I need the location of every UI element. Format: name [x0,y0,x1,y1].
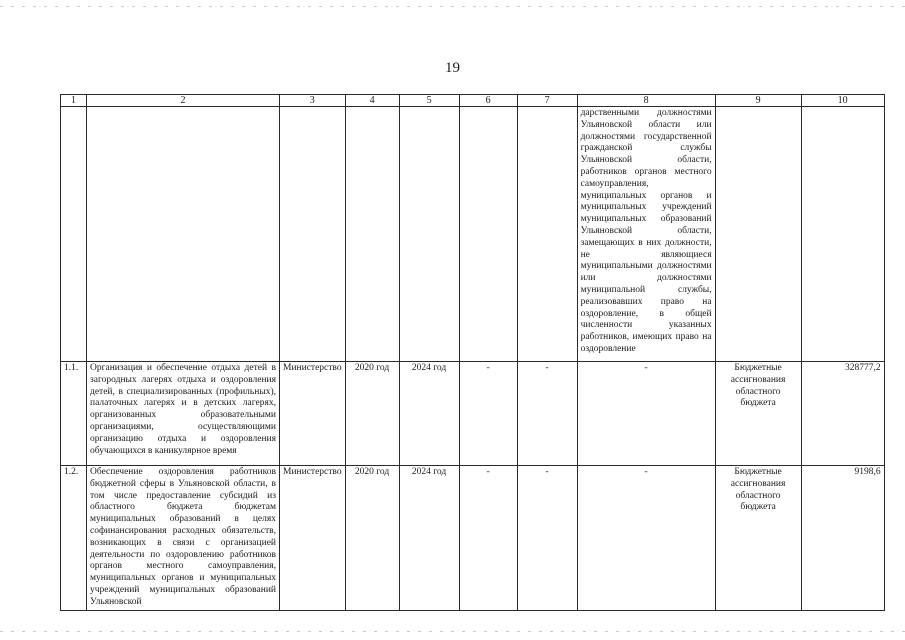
funding-source-cell: Бюджетные ассигнования областного бюджета [715,362,801,466]
column-number-row [61,95,885,107]
measure-name: Обеспечение оздоровления работников бюджетной сферы в Ульяновской области, в том числе предоставление субсидий из областного бюджета бюджетам муниципальных образований в целях софинансирования расходных обязательств, возникающих в связи с организацией деятельности по оздоровлению работников органов местного самоуправления, муниципальных органов и муниципальных учреждений муниципальных образований Ульяновской [87,466,280,611]
program-table [60,94,885,611]
executor-cell: Министерство [280,362,346,466]
column-number: 5 [399,95,459,107]
end-year-cell: 2024 год [399,466,459,611]
indicator-cell: дарственными должностями Ульяновской области или должностями государственной гражданской службы Ульяновской области, работников органов местного самоуправления, муниципальных органов и муниципальных учреждений муниципальных образований Ульяновской области, замещающих в них должности, не являющиеся муниципальными должностями или должностями муниципальной службы, реализовавших право на оздоровление, в общей численности указанных работников, имеющих право на оздоровление [577,107,715,362]
row-number: 1.2. [61,466,87,611]
executor-cell: Министерство [280,466,346,611]
table-row [61,362,885,466]
table-cell-empty [399,107,459,362]
col6-cell: - [459,466,517,611]
column-number: 7 [517,95,577,107]
indicator-cell: - [577,362,715,466]
start-year-cell: 2020 год [345,362,399,466]
table-cell-empty [459,107,517,362]
measure-name: Организация и обеспечение отдыха детей в загородных лагерях отдыха и оздоровления детей, в специализированных (профильных), палаточных лагерях и в детских лагерях, организованных образовательными организациями, осуществляющими организацию отдыха и оздоровления обучающихся в каникулярное время [87,362,280,466]
column-number: 10 [801,95,884,107]
page-number: 19 [445,60,460,76]
table-cell-empty [61,107,87,362]
start-year-cell: 2020 год [345,466,399,611]
table-cell-empty [801,107,884,362]
column-number: 2 [87,95,280,107]
table-cell-empty [280,107,346,362]
column-number: 6 [459,95,517,107]
end-year-cell: 2024 год [399,362,459,466]
table-cell-empty [345,107,399,362]
column-number: 4 [345,95,399,107]
table-row [61,107,885,362]
col7-cell: - [517,466,577,611]
amount-cell: 328777,2 [801,362,884,466]
col7-cell: - [517,362,577,466]
col6-cell: - [459,362,517,466]
scan-artifact-bottom [0,631,905,632]
funding-source-cell: Бюджетные ассигнования областного бюджета [715,466,801,611]
column-number: 1 [61,95,87,107]
column-number: 3 [280,95,346,107]
table-cell-empty [517,107,577,362]
table-row [61,466,885,611]
amount-cell: 9198,6 [801,466,884,611]
scan-artifact-top [0,6,905,7]
column-number: 9 [715,95,801,107]
column-number: 8 [577,95,715,107]
table-cell-empty [87,107,280,362]
row-number: 1.1. [61,362,87,466]
table-cell-empty [715,107,801,362]
indicator-cell: - [577,466,715,611]
